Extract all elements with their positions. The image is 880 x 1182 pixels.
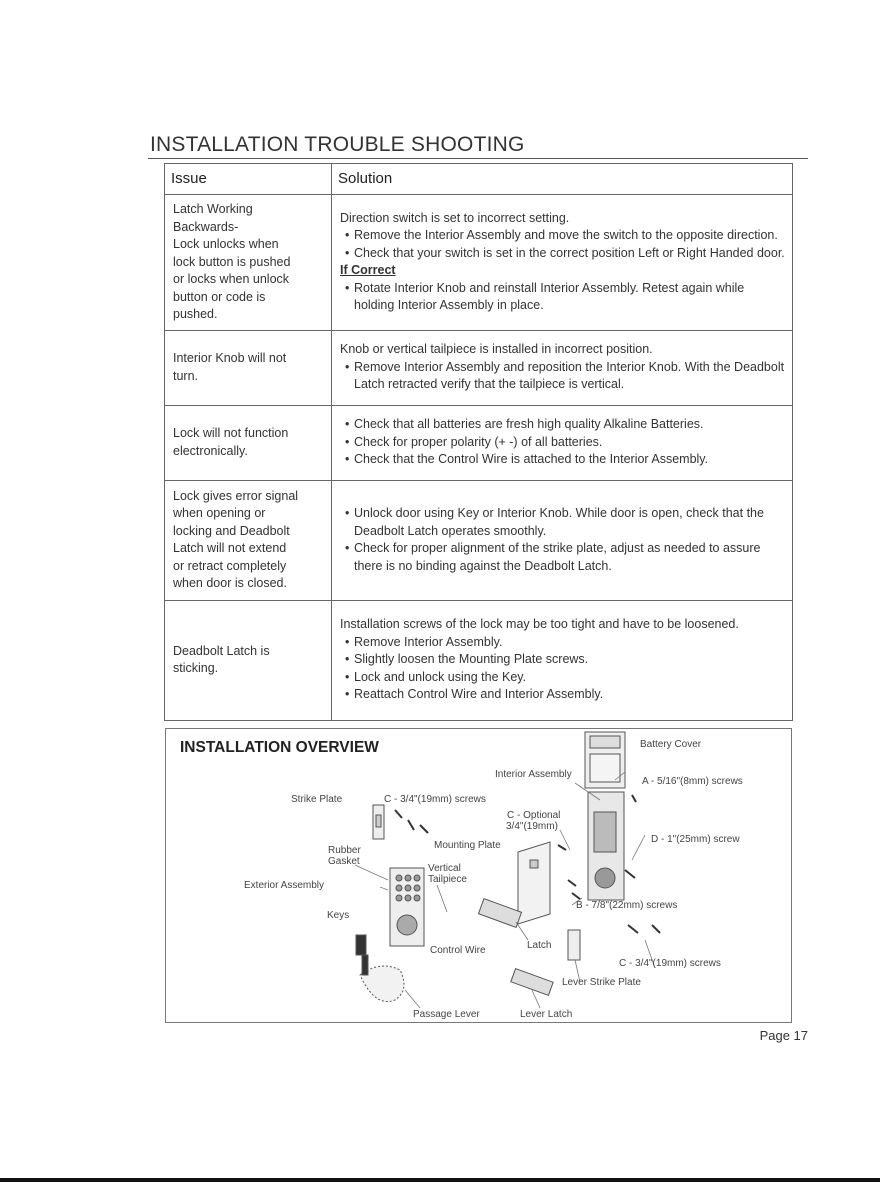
issue-line: Deadbolt Latch is bbox=[173, 643, 270, 658]
issue-line: pushed. bbox=[173, 307, 218, 321]
battery-cover-illustration bbox=[585, 732, 625, 788]
issue-line: Latch will not extend bbox=[173, 541, 287, 555]
issue-line: or locks when unlock bbox=[173, 272, 290, 286]
passage-lever-label: Passage Lever bbox=[413, 1009, 480, 1020]
solution-bullet: • Check that all batteries are fresh high quality Alkaline Batteries. bbox=[340, 416, 786, 434]
latch-label: Latch bbox=[527, 940, 552, 951]
solution-intro: Installation screws of the lock may be too tight and have to be loosened. bbox=[340, 617, 739, 632]
c-optional-label: C - Optional bbox=[507, 810, 561, 821]
strike-plate-label: Strike Plate bbox=[291, 794, 343, 805]
c-screws-top-label: C - 3/4"(19mm) screws bbox=[384, 794, 486, 805]
c-optional-size-label: 3/4"(19mm) bbox=[506, 821, 558, 832]
rubber-label: Rubber bbox=[328, 845, 361, 856]
mounting-plate-illustration bbox=[518, 842, 550, 924]
solution-intro: Direction switch is set to incorrect setting. bbox=[340, 210, 570, 225]
lever-latch-label: Lever Latch bbox=[520, 1009, 573, 1020]
issue-line: Latch Working bbox=[173, 202, 253, 216]
lever-strike-plate-illustration bbox=[568, 930, 580, 960]
page-title: INSTALLATION TROUBLE SHOOTING bbox=[150, 133, 525, 156]
exterior-assembly-illustration bbox=[390, 868, 424, 946]
lever-latch-illustration bbox=[511, 969, 553, 996]
solution-bullet: • Check for proper alignment of the strike plate, adjust as needed to assure there is no binding against the Deadbolt Latch. bbox=[340, 540, 786, 575]
overview-title: INSTALLATION OVERVIEW bbox=[180, 739, 379, 756]
mounting-plate-label: Mounting Plate bbox=[434, 840, 501, 851]
lever-strike-plate-label: Lever Strike Plate bbox=[562, 977, 641, 988]
solution-bullet: • Slightly loosen the Mounting Plate screws. bbox=[340, 651, 786, 669]
issue-line: lock button is pushed bbox=[173, 254, 291, 269]
keys-label: Keys bbox=[327, 910, 350, 921]
solution-intro: Knob or vertical tailpiece is installed in incorrect position. bbox=[340, 342, 653, 357]
issue-line: Lock unlocks when bbox=[173, 237, 279, 251]
solution-bullet: • Check for proper polarity (+ -) of all batteries. bbox=[340, 434, 786, 452]
interior-assembly-illustration bbox=[588, 792, 624, 900]
issue-line: locking and Deadbolt bbox=[173, 523, 290, 538]
battery-cover-label: Battery Cover bbox=[640, 739, 702, 750]
strike-plate-illustration bbox=[373, 805, 384, 839]
issue-line: when opening or bbox=[173, 506, 266, 520]
issue-line: turn. bbox=[173, 368, 199, 383]
exterior-assembly-label: Exterior Assembly bbox=[244, 880, 325, 891]
solution-bullet: • Remove Interior Assembly. bbox=[340, 634, 786, 652]
solution-bullet: • Check that the Control Wire is attached to the Interior Assembly. bbox=[340, 451, 786, 469]
interior-assembly-label: Interior Assembly bbox=[495, 769, 572, 780]
solution-bullet: • Remove Interior Assembly and reposition the Interior Knob. With the Deadbolt Latch retracted verify that the tailpiece is vertical. bbox=[340, 359, 786, 394]
solution-bullet: • Check that your switch is set in the correct position Left or Right Handed door. bbox=[340, 245, 786, 263]
c-screws-bottom-label: C - 3/4"(19mm) screws bbox=[619, 958, 721, 969]
control-wire-label: Control Wire bbox=[430, 945, 486, 956]
page-number: Page 17 bbox=[759, 1028, 808, 1043]
vertical-label: Vertical bbox=[428, 863, 461, 874]
solution-bullet: • Unlock door using Key or Interior Knob. While door is open, check that the Deadbolt Latch operates smoothly. bbox=[340, 505, 786, 540]
issue-line: Lock gives error signal bbox=[173, 488, 299, 503]
solution-column-header: Solution bbox=[332, 164, 793, 195]
issue-line: Backwards- bbox=[173, 219, 239, 234]
b-screws-label: B - 7/8"(22mm) screws bbox=[576, 900, 678, 911]
issue-line: Lock will not function bbox=[173, 426, 289, 440]
gasket-label: Gasket bbox=[328, 856, 360, 867]
a-screws-label: A - 5/16"(8mm) screws bbox=[642, 776, 743, 787]
tailpiece-label: Tailpiece bbox=[428, 874, 467, 885]
issue-line: or retract completely bbox=[173, 558, 287, 573]
d-screw-label: D - 1"(25mm) screw bbox=[651, 834, 740, 845]
solution-bullet: • Remove the Interior Assembly and move the switch to the opposite direction. bbox=[340, 227, 786, 245]
solution-bullet: • Lock and unlock using the Key. bbox=[340, 669, 786, 687]
issue-line: electronically. bbox=[173, 443, 248, 458]
if-correct-heading: If Correct bbox=[340, 263, 396, 278]
solution-bullet: • Reattach Control Wire and Interior Assembly. bbox=[340, 686, 786, 704]
issue-line: button or code is bbox=[173, 289, 266, 304]
solution-bullet: • Rotate Interior Knob and reinstall Interior Assembly. Retest again while holding Interior Assembly in place. bbox=[340, 280, 786, 315]
issue-line: Interior Knob will not bbox=[173, 351, 287, 365]
issue-line: sticking. bbox=[173, 661, 219, 675]
latch-illustration bbox=[478, 899, 521, 928]
issue-line: when door is closed. bbox=[173, 576, 287, 590]
bottom-edge-line bbox=[0, 1178, 880, 1182]
keys-illustration bbox=[356, 935, 368, 975]
issue-column-header: Issue bbox=[165, 164, 332, 195]
